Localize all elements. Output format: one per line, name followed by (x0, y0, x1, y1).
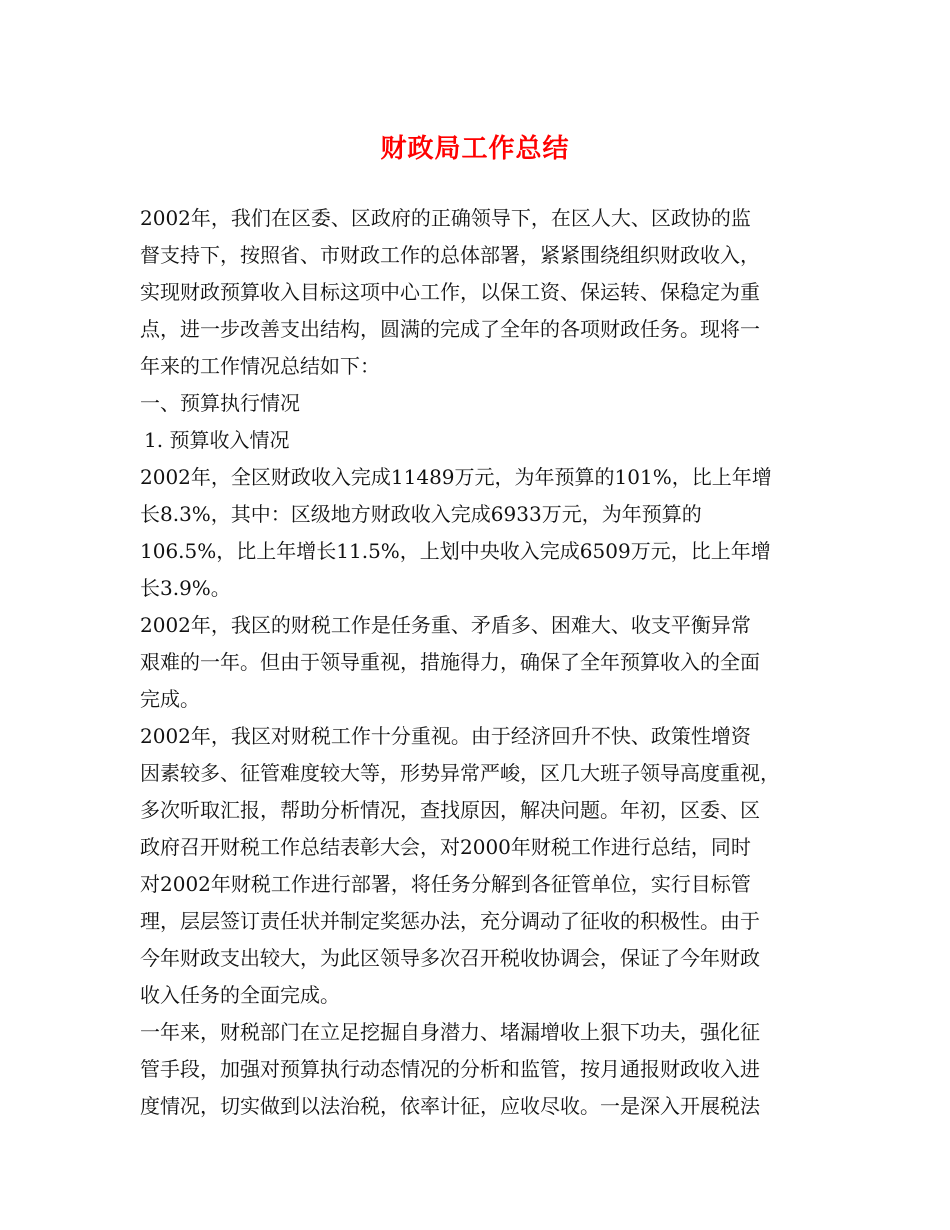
body-line: 艰难的一年。但由于领导重视，措施得力，确保了全年预算收入的全面 (140, 650, 760, 674)
body-line: 一年来，财税部门在立足挖掘自身潜力、堵漏增收上狠下功夫，强化征 (140, 1020, 760, 1044)
section-heading: 一、预算执行情况 (140, 391, 300, 415)
body-line: 因素较多、征管难度较大等，形势异常严峻，区几大班子领导高度重视， (140, 761, 780, 785)
body-line: 对2002年财税工作进行部署，将任务分解到各征管单位，实行目标管 (140, 872, 751, 896)
body-line: 理，层层签订责任状并制定奖惩办法，充分调动了征收的积极性。由于 (140, 909, 760, 933)
body-line: 实现财政预算收入目标这项中心工作，以保工资、保运转、保稳定为重 (140, 280, 760, 304)
body-line: 度情况，切实做到以法治税，依率计征，应收尽收。一是深入开展税法 (140, 1094, 760, 1118)
body-line: 政府召开财税工作总结表彰大会，对2000年财税工作进行总结，同时 (140, 835, 751, 859)
body-line: 2002年，我区的财税工作是任务重、矛盾多、困难大、收支平衡异常 (140, 613, 751, 637)
body-line: 收入任务的全面完成。 (140, 983, 340, 1007)
body-line: 2002年，我们在区委、区政府的正确领导下，在区人大、区政协的监 (140, 206, 751, 230)
body-line: 106.5%，比上年增长11.5%，上划中央收入完成6509万元，比上年增 (140, 539, 771, 563)
body-line: 管手段，加强对预算执行动态情况的分析和监管，按月通报财政收入进 (140, 1057, 760, 1081)
body-line: 点，进一步改善支出结构，圆满的完成了全年的各项财政任务。现将一 (140, 317, 760, 341)
body-line: 长3.9%。 (140, 576, 231, 600)
body-line: 督支持下，按照省、市财政工作的总体部署，紧紧围绕组织财政收入， (140, 243, 760, 267)
body-line: 2002年，我区对财税工作十分重视。由于经济回升不快、政策性增资 (140, 724, 751, 748)
document-title: 财政局工作总结 (380, 134, 570, 164)
body-line: 长8.3%，其中：区级地方财政收入完成6933万元，为年预算的 (140, 502, 702, 526)
body-line: 完成。 (140, 687, 200, 711)
body-line: 多次听取汇报，帮助分析情况，查找原因，解决问题。年初，区委、区 (140, 798, 760, 822)
body-line: 年来的工作情况总结如下： (140, 354, 380, 378)
body-line: 今年财政支出较大，为此区领导多次召开税收协调会，保证了今年财政 (140, 946, 760, 970)
document-body (140, 200, 812, 1125)
body-line: 2002年，全区财政收入完成11489万元，为年预算的101%，比上年增 (140, 465, 772, 489)
subsection-heading: 1. 预算收入情况 (144, 428, 290, 452)
